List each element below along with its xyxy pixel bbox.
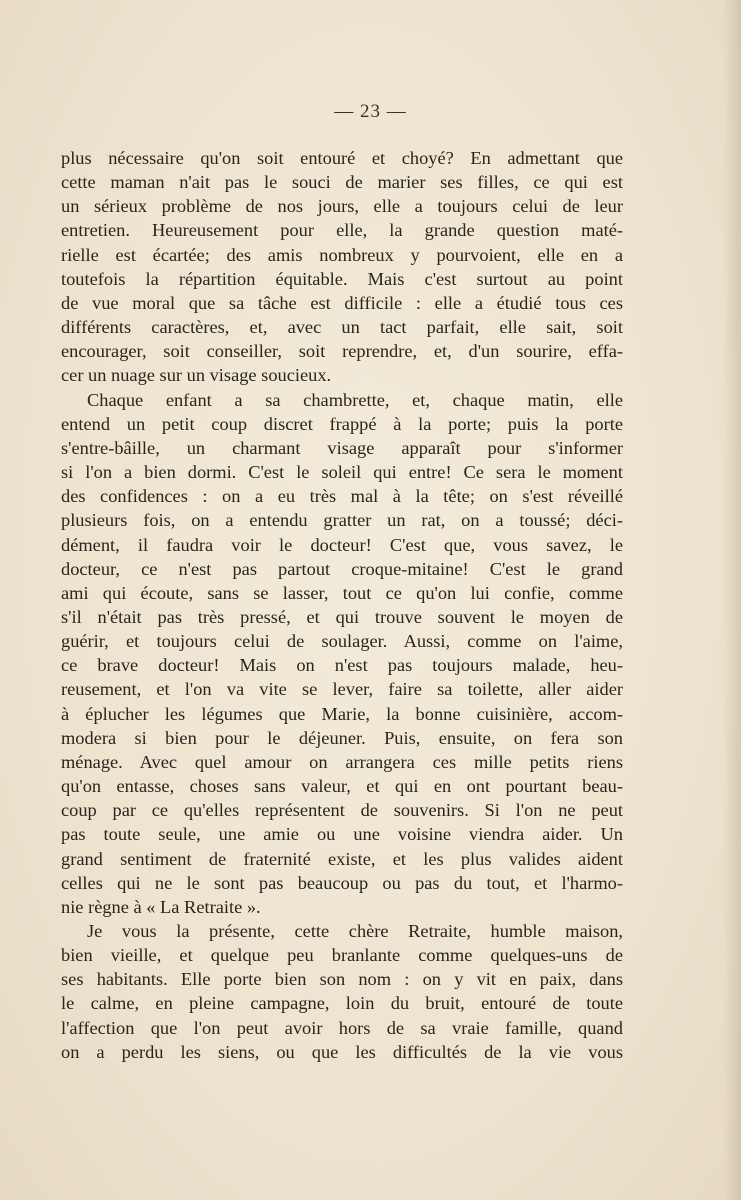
text-line: s'il n'était pas très pressé, et qui trouve souvent le moyen de — [61, 606, 623, 627]
text-line: ménage. Avec quel amour on arrangera ces mille petits riens — [61, 751, 623, 772]
paragraph-first-line: Je vous la présente, cette chère Retraite, humble maison, — [87, 921, 623, 941]
text-line: s'entre-bâille, un charmant visage apparaît pour s'informer — [61, 437, 623, 458]
text-line: entretien. Heureusement pour elle, la grande question maté- — [61, 220, 623, 241]
text-line: encourager, soit conseiller, soit reprendre, et, d'un sourire, effa- — [61, 341, 623, 362]
text-line: modera si bien pour le déjeuner. Puis, ensuite, on fera son — [61, 727, 623, 748]
text-line: bien vieille, et quelque peu branlante comme quelques-uns de — [61, 945, 623, 966]
text-line: reusement, et l'on va vite se lever, faire sa toilette, aller aider — [61, 679, 623, 700]
text-line: on a perdu les siens, ou que les difficultés de la vie vous — [61, 1041, 623, 1062]
text-line: un sérieux problème de nos jours, elle a toujours celui de leur — [61, 196, 623, 217]
text-line: cette maman n'ait pas le souci de marier ses filles, ce qui est — [61, 172, 623, 193]
text-line: pas toute seule, une amie ou une voisine viendra aider. Un — [61, 824, 623, 845]
text-line: ses habitants. Elle porte bien son nom : on y vit en paix, dans — [61, 969, 623, 990]
text-line: qu'on entasse, choses sans valeur, et qui en ont pourtant beau- — [61, 776, 623, 797]
text-line: ce brave docteur! Mais on n'est pas toujours malade, heu- — [61, 655, 623, 676]
page-number: — 23 — — [334, 101, 407, 122]
text-line: entend un petit coup discret frappé à la porte; puis la porte — [61, 413, 623, 434]
text-line: dément, il faudra voir le docteur! C'est que, vous savez, le — [61, 534, 623, 555]
text-line: plusieurs fois, on a entendu gratter un rat, on a toussé; déci- — [61, 510, 623, 531]
text-line: différents caractères, et, avec un tact parfait, elle sait, soit — [61, 317, 623, 338]
text-line: coup par ce qu'elles représentent de souvenirs. Si l'on ne peut — [61, 800, 623, 821]
text-line: de vue moral que sa tâche est difficile : elle a étudié tous ces — [61, 292, 623, 313]
text-line: plus nécessaire qu'on soit entouré et choyé? En admettant que — [61, 148, 623, 168]
paragraph-first-line: Chaque enfant a sa chambrette, et, chaque matin, elle — [87, 389, 623, 410]
text-line: le calme, en pleine campagne, loin du bruit, entouré de toute — [61, 993, 623, 1014]
text-line: ami qui écoute, sans se lasser, tout ce qu'on lui confie, comme — [61, 582, 623, 603]
text-line: grand sentiment de fraternité existe, et les plus valides aident — [61, 848, 623, 869]
text-line: nie règne à « La Retraite ». — [61, 896, 261, 917]
text-line: toutefois la répartition équitable. Mais c'est surtout au point — [61, 268, 623, 289]
text-line: des confidences : on a eu très mal à la tête; on s'est réveillé — [61, 486, 623, 507]
text-line: rielle est écartée; des amis nombreux y pourvoient, elle en a — [61, 244, 623, 265]
page-spine-shadow — [723, 0, 741, 1200]
text-line: si l'on a bien dormi. C'est le soleil qui entre! Ce sera le moment — [61, 462, 623, 483]
body-text — [61, 146, 623, 1064]
text-line: l'affection que l'on peut avoir hors de sa vraie famille, quand — [61, 1017, 623, 1038]
text-line: celles qui ne le sont pas beaucoup ou pas du tout, et l'harmo- — [61, 872, 623, 893]
text-line: à éplucher les légumes que Marie, la bonne cuisinière, accom- — [61, 703, 623, 724]
text-line: docteur, ce n'est pas partout croque-mitaine! C'est le grand — [61, 558, 623, 579]
text-line: cer un nuage sur un visage soucieux. — [61, 365, 332, 386]
text-line: guérir, et toujours celui de soulager. Aussi, comme on l'aime, — [61, 631, 623, 652]
